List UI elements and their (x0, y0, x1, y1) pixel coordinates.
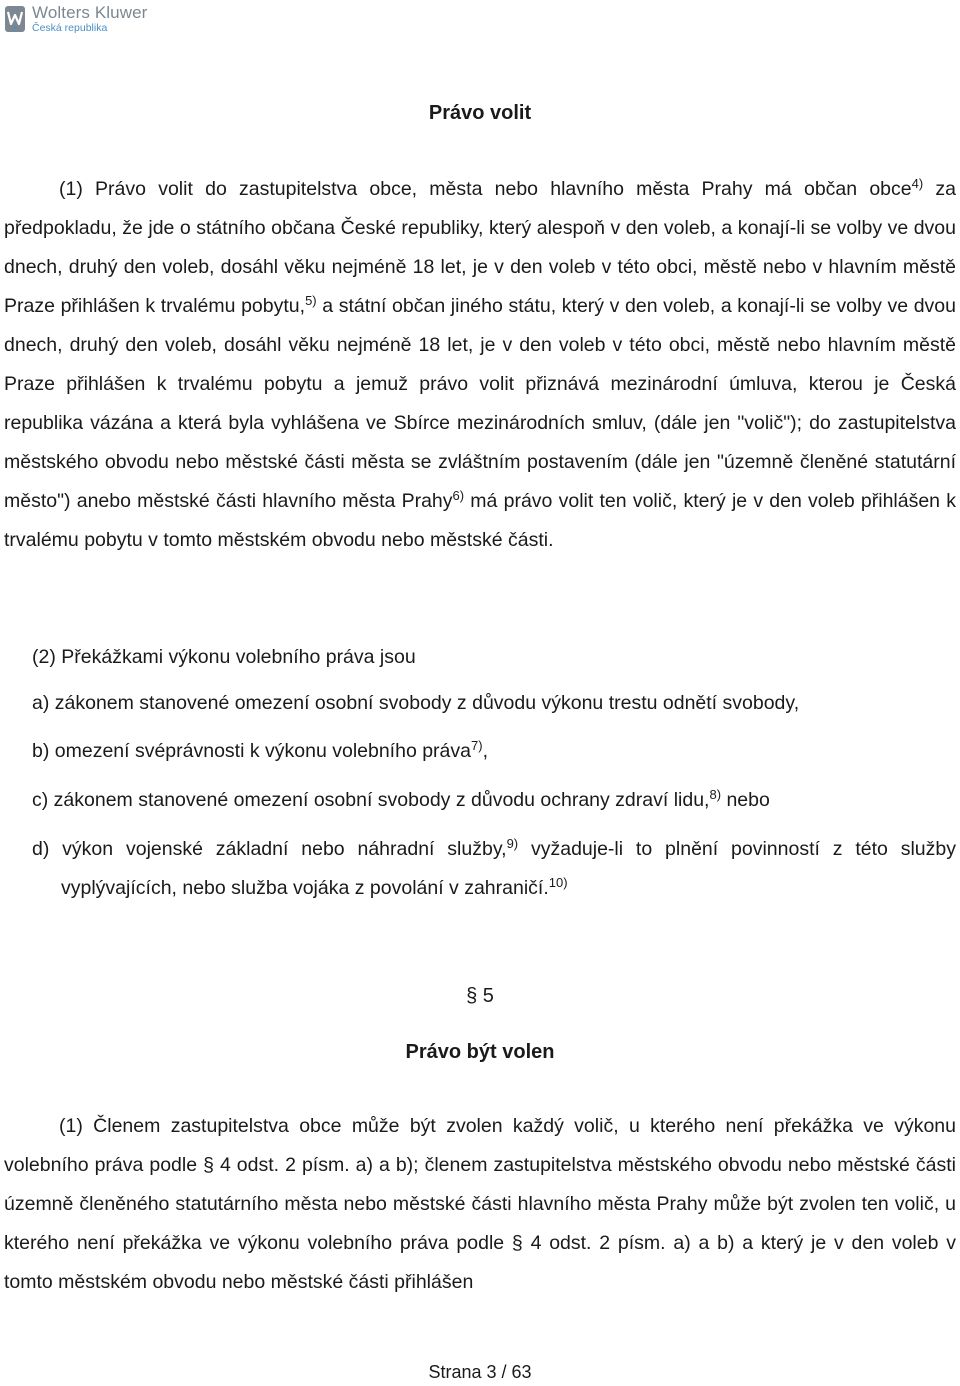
paragraph-1-text-2: za předpokladu, že jde o státního občana České republiky, který alespoň v den voleb, a konají-li se volby ve dvou dnech, druhý den voleb, dosáhl věku nejméně 18 let, je v den voleb v této obci, městě nebo v hlavním městě Praze přihlášen k trvalému pobytu, (4, 178, 957, 317)
paragraph-1 (4, 170, 956, 560)
paragraph-1-text-4: má právo volit ten volič, který je v den voleb přihlášen k trvalému pobytu v tomto městském obvodu nebo městské části. (4, 490, 956, 551)
paragraph-3-text: (1) Členem zastupitelstva obce může být zvolen každý volič, u kterého není překážka ve výkonu volebního práva podle § 4 odst. 2 písm. a) a b); členem zastupitelstva městského obvodu nebo městské části územně členěného statutárního města nebo městské části hlavního města Prahy může být zvolen ten volič, u kterého není překážka ve výkonu volebního práva podle § 4 odst. 2 písm. a) a b) a který je v den voleb v tomto městském obvodu nebo městské části přihlášen (4, 1115, 956, 1293)
list-item-d (32, 830, 956, 908)
logo-name: Wolters Kluwer (32, 3, 148, 22)
section-number: § 5 (466, 985, 494, 1007)
wolters-kluwer-logo (4, 4, 147, 34)
heading-pravo-byt-volen: Právo být volen (405, 1041, 555, 1063)
logo-subtitle: Česká republika (32, 22, 108, 34)
paragraph-2-intro: (2) Překážkami výkonu volebního práva jsou (32, 646, 416, 668)
paragraph-1-text-3: a státní občan jiného státu, který v den voleb, a konají-li se volby ve dvou dnech, druhý den voleb, dosáhl věku nejméně 18 let, je v den voleb v této obci, městě nebo hlavním městě Praze přihlášen k trvalému pobytu a jemuž právo volit přiznává mezinárodní úmluva, kterou je Česká republika vázána a která byla vyhlášena ve Sbírce mezinárodních smluv, (dále jen "volič"); do zastupitelstva městského obvodu nebo městské části města se zvláštním postavením (dále jen "územně členěné statutární město") anebo městské části hlavního města Prahy (4, 295, 956, 512)
list-item-b-end: , (482, 740, 488, 762)
footnote-ref-6: 6) (452, 488, 465, 503)
heading-pravo-volit: Právo volit (428, 102, 532, 124)
footnote-ref-7: 7) (471, 738, 483, 753)
page-number: Strana 3 / 63 (428, 1362, 532, 1382)
paragraph-1-text-1: (1) Právo volit do zastupitelstva obce, města nebo hlavního města Prahy má občan obce (59, 178, 912, 200)
footnote-ref-5: 5) (305, 293, 317, 308)
list-item-c (32, 781, 956, 820)
list-item-d-text-2: vyžaduje-li to plnění povinností z této služby vyplývajících, nebo služba vojáka z povolání v zahraničí. (61, 838, 956, 899)
footnote-ref-8: 8) (709, 787, 722, 802)
wolters-kluwer-logo-icon (4, 5, 26, 33)
list-item-c-end: nebo (721, 789, 770, 811)
paragraph-3 (4, 1107, 956, 1302)
footnote-ref-4: 4) (911, 176, 924, 191)
list-item-b-text: b) omezení svéprávnosti k výkonu volebního práva (32, 740, 471, 762)
footnote-ref-9: 9) (506, 836, 519, 851)
list-item-b (32, 732, 956, 771)
footnote-ref-10: 10) (548, 875, 568, 890)
list-item-a: a) zákonem stanovené omezení osobní svobody z důvodu výkonu trestu odnětí svobody, (32, 692, 800, 714)
list-item-d-text: d) výkon vojenské základní nebo náhradní služby, (32, 838, 507, 860)
list-item-c-text: c) zákonem stanovené omezení osobní svobody z důvodu ochrany zdraví lidu, (32, 789, 710, 811)
